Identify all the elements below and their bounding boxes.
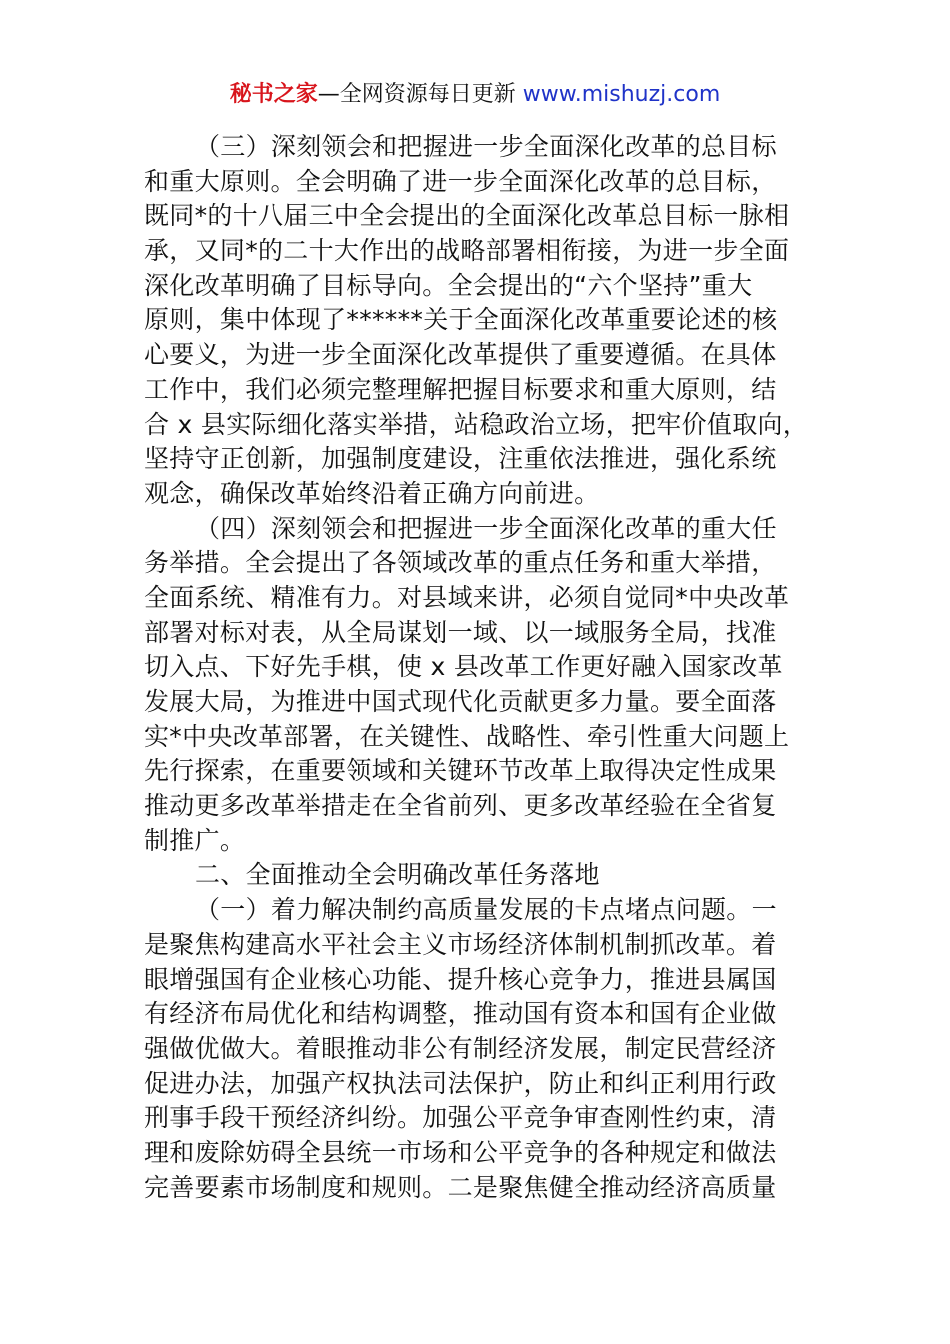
body-line: 和重大原则。全会明确了进一步全面深化改革的总目标， [144, 166, 777, 196]
document-header [0, 78, 950, 112]
body-line: （四）深刻领会和把握进一步全面深化改革的重大任 [195, 513, 777, 543]
header-brand: 秘书之家 [229, 82, 318, 107]
body-line: 理和废除妨碍全县统一市场和公平竞争的各种规定和做法 [144, 1137, 777, 1167]
section-heading: 二、全面推动全会明确改革任务落地 [195, 860, 600, 890]
body-line: 切入点、下好先手棋，使 x 县改革工作更好融入国家改革 [144, 652, 783, 682]
body-line: （一）着力解决制约高质量发展的卡点堵点问题。一 [195, 895, 777, 925]
body-line: 务举措。全会提出了各领域改革的重点任务和重大举措， [144, 548, 777, 578]
body-line: 完善要素市场制度和规则。二是聚焦健全推动经济高质量 [144, 1172, 777, 1202]
body-line: 心要义，为进一步全面深化改革提供了重要遵循。在具体 [144, 340, 777, 370]
body-line: 承，又同*的二十大作出的战略部署相衔接，为进一步全面 [144, 236, 790, 266]
body-line: 工作中，我们必须完整理解把握目标要求和重大原则，结 [144, 374, 777, 404]
body-line: 部署对标对表，从全局谋划一域、以一域服务全局，找准 [144, 617, 777, 647]
body-line: 眼增强国有企业核心功能、提升核心竞争力，推进县属国 [144, 964, 777, 994]
header-tagline: —全网资源每日更新 [317, 82, 523, 107]
body-line: 刑事手段干预经济纠纷。加强公平竞争审查刚性约束，清 [144, 1103, 777, 1133]
body-line: 深化改革明确了目标导向。全会提出的“六个坚持”重大 [144, 270, 753, 300]
body-line: 原则，集中体现了******关于全面深化改革重要论述的核 [144, 305, 778, 335]
body-line: 合 x 县实际细化落实举措，站稳政治立场，把牢价值取向， [144, 409, 809, 439]
body-line: 先行探索，在重要领域和关键环节改革上取得决定性成果 [144, 756, 777, 786]
body-line: 促进办法，加强产权执法司法保护，防止和纠正利用行政 [144, 1068, 777, 1098]
body-line: 有经济布局优化和结构调整，推动国有资本和国有企业做 [144, 999, 777, 1029]
body-line: 是聚焦构建高水平社会主义市场经济体制机制抓改革。着 [144, 929, 777, 959]
body-line: 既同*的十八届三中全会提出的全面深化改革总目标一脉相 [144, 201, 790, 231]
body-line: 制推广。 [144, 825, 246, 855]
body-line: 强做优做大。着眼推动非公有制经济发展，制定民营经济 [144, 1033, 777, 1063]
body-line: 坚持守正创新，加强制度建设，注重依法推进，强化系统 [144, 444, 777, 474]
body-line: 观念，确保改革始终沿着正确方向前进。 [144, 478, 600, 508]
header-site-url[interactable]: www.mishuzj.com [522, 82, 721, 107]
document-body [144, 130, 814, 1205]
body-line: （三）深刻领会和把握进一步全面深化改革的总目标 [195, 132, 777, 161]
body-line: 实*中央改革部署，在关键性、战略性、牵引性重大问题上 [144, 721, 790, 751]
body-line: 发展大局，为推进中国式现代化贡献更多力量。要全面落 [144, 687, 777, 716]
body-line: 全面系统、精准有力。对县域来讲，必须自觉同*中央改革 [144, 582, 790, 612]
body-line: 推动更多改革举措走在全省前列、更多改革经验在全省复 [144, 791, 777, 821]
